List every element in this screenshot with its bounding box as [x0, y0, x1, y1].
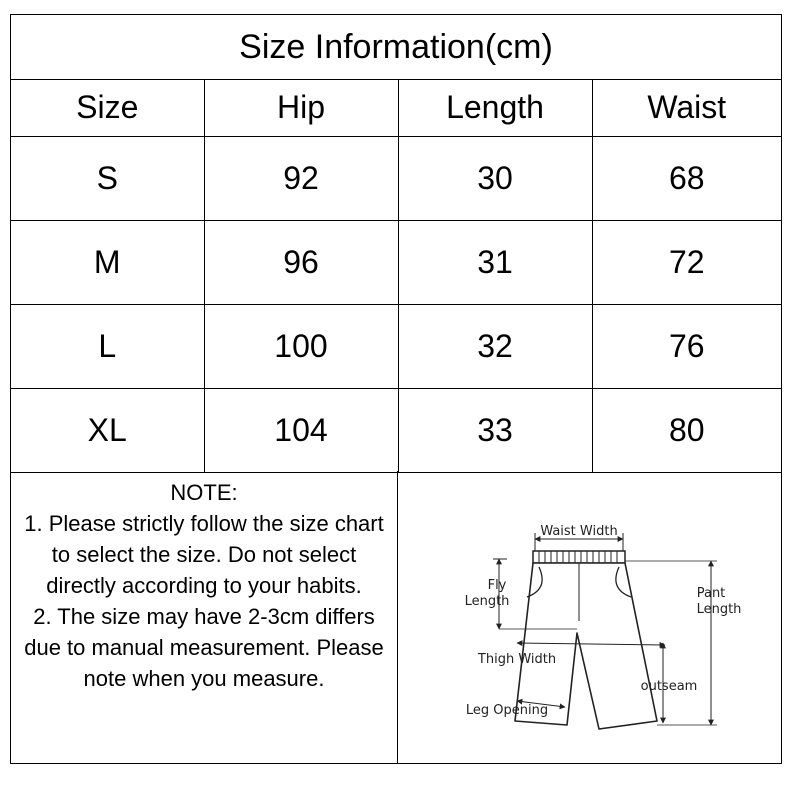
note-heading: NOTE: [170, 480, 238, 505]
leg-opening-label: Leg Opening [465, 703, 549, 718]
fly-length-label-line2: Length [464, 594, 510, 609]
fly-length-label-line1: Fly [487, 578, 507, 593]
table-header-row [11, 79, 781, 137]
cell-length: 31 [398, 221, 592, 305]
cell-size: L [11, 305, 204, 389]
column-header-hip: Hip [204, 79, 398, 137]
table-row [11, 389, 781, 473]
cell-hip: 96 [204, 221, 398, 305]
table-row [11, 221, 781, 305]
column-header-length: Length [398, 79, 592, 137]
pant-length-label-line1: Pant [696, 586, 726, 601]
shorts-diagram-svg [399, 471, 781, 763]
cell-size: M [11, 221, 204, 305]
cell-waist: 76 [592, 305, 781, 389]
cell-size: XL [11, 389, 204, 473]
cell-hip: 100 [204, 305, 398, 389]
table-row [11, 137, 781, 221]
table-row [11, 305, 781, 389]
cell-waist: 80 [592, 389, 781, 473]
cell-length: 30 [398, 137, 592, 221]
size-chart [10, 14, 782, 764]
cell-hip: 92 [204, 137, 398, 221]
shorts-measurement-diagram [399, 471, 781, 763]
note-item-1: 1. Please strictly follow the size chart to select the size. Do not select directly according to your habits. [24, 511, 384, 598]
cell-waist: 72 [592, 221, 781, 305]
note-item-2: 2. The size may have 2-3cm differs due to manual measurement. Please note when you measure. [24, 604, 384, 691]
size-table [11, 79, 781, 473]
cell-length: 33 [398, 389, 592, 473]
column-header-size: Size [11, 79, 204, 137]
outseam-label: outseam [640, 679, 698, 694]
pant-length-label-line2: Length [696, 602, 742, 617]
cell-hip: 104 [204, 389, 398, 473]
cell-length: 32 [398, 305, 592, 389]
cell-size: S [11, 137, 204, 221]
thigh-width-label: Thigh Width [477, 652, 557, 667]
chart-title: Size Information(cm) [11, 15, 781, 80]
cell-waist: 68 [592, 137, 781, 221]
waist-width-label: Waist Width [540, 524, 618, 539]
note-panel [11, 471, 398, 763]
column-header-waist: Waist [592, 79, 781, 137]
